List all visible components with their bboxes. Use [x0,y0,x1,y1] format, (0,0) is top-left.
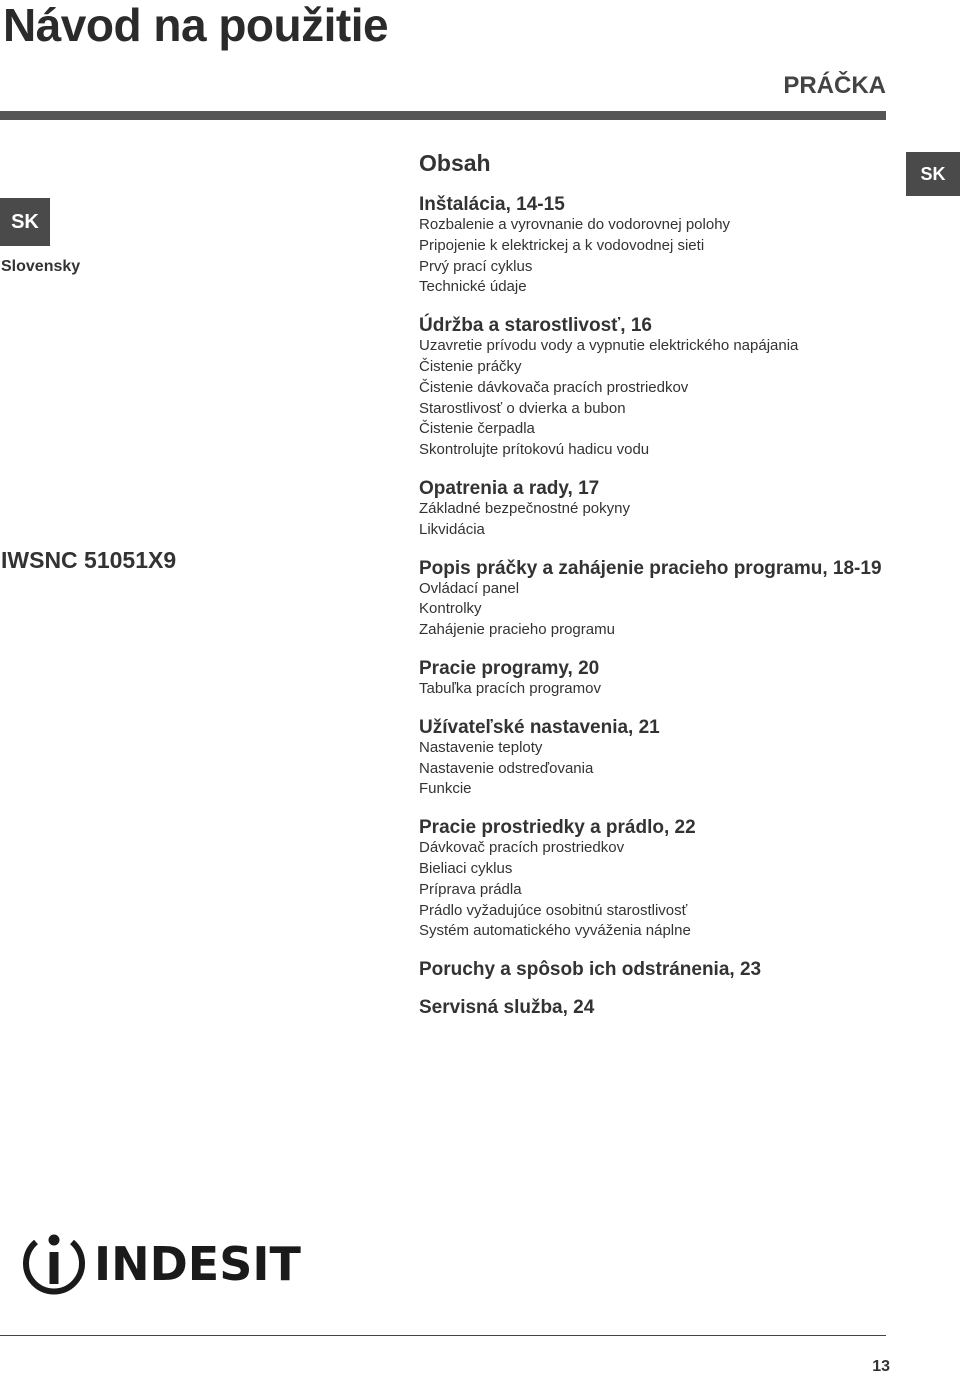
toc-item: Čistenie práčky [419,357,522,375]
toc-item: Základné bezpečnostné pokyny [419,499,630,517]
toc-section-title: Popis práčky a zahájenie pracieho programu, 18-19 [419,557,882,579]
indesit-logo-icon [22,1232,86,1296]
toc-section-title: Servisná služba, 24 [419,997,595,1019]
toc-section-title: Údržba a starostlivosť, 16 [419,315,652,337]
language-tab: SK [906,152,960,196]
toc-item: Kontrolky [419,600,482,618]
toc-section [419,817,899,942]
toc-section-title: Pracie prostriedky a prádlo, 22 [419,817,696,839]
toc-sections [419,194,899,1018]
toc-section [419,959,899,980]
toc-section-title: Pracie programy, 20 [419,657,600,679]
toc-item: Čistenie čerpadla [419,420,535,438]
toc-section-title: Inštalácia, 14-15 [419,194,565,215]
toc-item: Dávkovač pracích prostriedkov [419,839,625,857]
toc-section [419,194,899,298]
toc-item: Prádlo vyžadujúce osobitnú starostlivosť [419,901,688,919]
toc-section-title: Užívateľské nastavenia, 21 [419,716,660,738]
toc-item: Skontrolujte prítokovú hadicu vodu [419,441,650,459]
toc-item: Bieliaci cyklus [419,859,513,877]
toc-heading: Obsah [419,150,491,176]
table-of-contents [419,149,899,1035]
product-type: PRÁČKA [783,72,886,99]
toc-item: Príprava prádla [419,880,522,898]
toc-item: Zahájenie pracieho programu [419,621,615,639]
language-badge: SK [0,198,50,246]
toc-section [419,717,899,800]
toc-item: Likvidácia [419,520,485,538]
document-title: Návod na použitie [3,0,389,51]
toc-section [419,315,899,461]
toc-item: Funkcie [419,780,472,798]
toc-item: Prvý prací cyklus [419,257,533,275]
toc-item: Tabuľka pracích programov [419,679,601,697]
toc-item: Nastavenie teploty [419,738,543,756]
footer-divider [0,1335,886,1336]
toc-item: Uzavretie prívodu vody a vypnutie elektrického napájania [419,337,799,355]
header-divider [0,111,886,120]
toc-section [419,478,899,541]
brand-name: INDESIT [94,1237,301,1291]
toc-item: Pripojenie k elektrickej a k vodovodnej sieti [419,236,705,254]
toc-section [419,997,899,1018]
toc-item: Rozbalenie a vyrovnanie do vodorovnej polohy [419,216,731,233]
toc-section-title: Poruchy a spôsob ich odstránenia, 23 [419,959,762,981]
toc-item: Čistenie dávkovača pracích prostriedkov [419,378,689,396]
toc-item: Ovládací panel [419,579,520,597]
toc-section [419,658,899,700]
model-number: IWSNC 51051X9 [1,547,177,573]
toc-section [419,558,899,641]
brand-logo [22,1233,301,1295]
language-name: Slovensky [1,258,81,275]
toc-item: Systém automatického vyváženia náplne [419,922,691,940]
toc-item: Starostlivosť o dvierka a bubon [419,399,626,417]
toc-item: Technické údaje [419,278,527,296]
toc-item: Nastavenie odstreďovania [419,759,594,777]
page-number: 13 [872,1358,890,1375]
toc-section-title: Opatrenia a rady, 17 [419,477,600,499]
